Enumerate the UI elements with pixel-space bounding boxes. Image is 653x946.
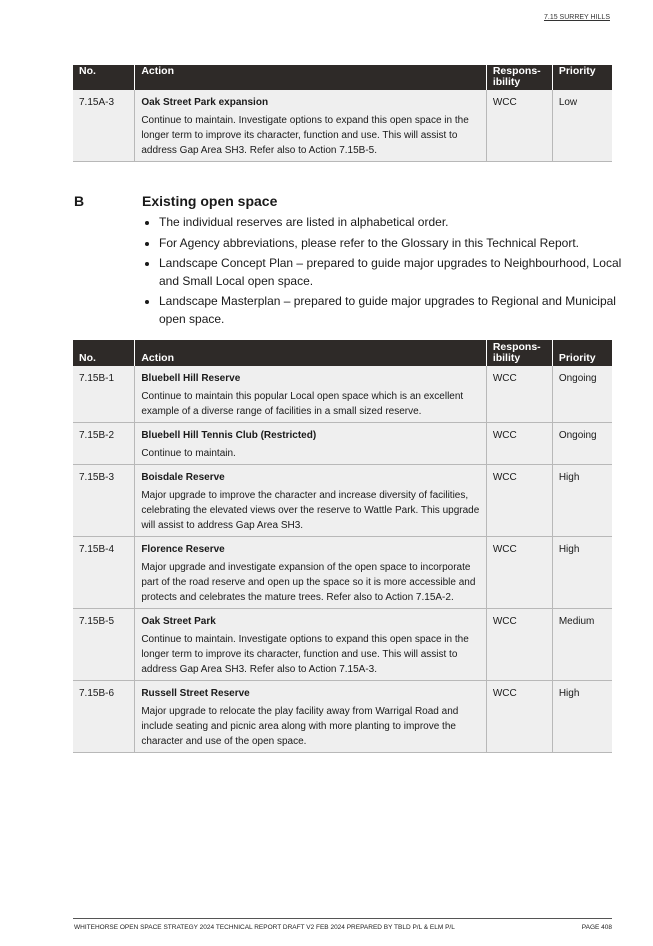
page-number: PAGE 408 <box>581 924 612 931</box>
table-row <box>73 423 612 465</box>
action-title: Russell Street Reserve <box>141 688 250 699</box>
column-header-no: No. <box>73 65 135 90</box>
column-header-priority: Priority <box>552 65 612 90</box>
table-row <box>73 465 612 537</box>
action-title: Florence Reserve <box>141 544 225 555</box>
action-number: 7.15B-6 <box>73 681 135 753</box>
section-title: Existing open space <box>142 193 278 209</box>
table-row <box>73 366 612 423</box>
table-row <box>73 609 612 681</box>
column-header-action: Action <box>135 65 486 90</box>
column-header-responsibility: Respons-ibility <box>486 340 552 366</box>
action-table-a <box>73 65 612 162</box>
footer-divider <box>73 918 612 919</box>
action-description: Continue to maintain this popular Local open space which is an excellent example of a diverse range of facilities in a small sized reserve. <box>141 391 464 417</box>
priority-cell: High <box>552 465 612 537</box>
action-title: Bluebell Hill Tennis Club (Restricted) <box>141 430 317 441</box>
action-description: Continue to maintain. Investigate options to expand this open space in the longer term to improve its character, function and use. This will assist to address Gap Area SH3. Refer also to Action 7.15A-3. <box>141 634 469 675</box>
action-cell <box>135 465 486 537</box>
action-title: Bluebell Hill Reserve <box>141 373 241 384</box>
priority-cell: Ongoing <box>552 423 612 465</box>
column-header-responsibility: Respons-ibility <box>486 65 552 90</box>
action-number: 7.15B-3 <box>73 465 135 537</box>
action-cell <box>135 366 486 423</box>
priority-cell: High <box>552 681 612 753</box>
table-row <box>73 537 612 609</box>
table-row <box>73 681 612 753</box>
column-header-action: Action <box>135 340 486 366</box>
action-cell <box>135 423 486 465</box>
column-header-priority: Priority <box>552 340 612 366</box>
notes-list <box>142 214 634 331</box>
action-title: Boisdale Reserve <box>141 472 225 483</box>
responsibility-cell: WCC <box>486 90 552 162</box>
action-description: Continue to maintain. Investigate options to expand this open space in the longer term to improve its character, function and use. This will assist to address Gap Area SH3. Refer also to Action 7.15B-5. <box>141 115 469 156</box>
action-description: Major upgrade and investigate expansion of the open space to incorporate part of the road reserve and open up the space so it is more accessible and protects and celebrates the mature trees. Refer also to Action 7.15A-2. <box>141 562 476 603</box>
section-letter: B <box>74 193 85 209</box>
action-title: Oak Street Park <box>141 616 216 627</box>
responsibility-cell: WCC <box>486 423 552 465</box>
responsibility-cell: WCC <box>486 681 552 753</box>
table-header-row <box>73 65 612 90</box>
list-item: • The individual reserves are listed in alphabetical order. <box>159 214 634 232</box>
table-header-row <box>73 340 612 366</box>
priority-cell: Ongoing <box>552 366 612 423</box>
action-number: 7.15A-3 <box>73 90 135 162</box>
action-number: 7.15B-2 <box>73 423 135 465</box>
priority-cell: Medium <box>552 609 612 681</box>
action-cell <box>135 681 486 753</box>
list-item: • For Agency abbreviations, please refer to the Glossary in this Technical Report. <box>159 235 634 253</box>
responsibility-cell: WCC <box>486 609 552 681</box>
action-title: Oak Street Park expansion <box>141 97 269 108</box>
responsibility-cell: WCC <box>486 537 552 609</box>
list-item: • Landscape Concept Plan – prepared to guide major upgrades to Neighbourhood, Local and Small Local open space. <box>159 255 634 290</box>
responsibility-cell: WCC <box>486 366 552 423</box>
priority-cell: Low <box>552 90 612 162</box>
list-item: • Landscape Masterplan – prepared to guide major upgrades to Regional and Municipal open space. <box>159 293 634 328</box>
footer-text: WHITEHORSE OPEN SPACE STRATEGY 2024 TECHNICAL REPORT DRAFT V2 FEB 2024 PREPARED BY TBLD P/L & ELM P/L <box>74 924 455 931</box>
action-number: 7.15B-1 <box>73 366 135 423</box>
action-table-b <box>73 340 612 753</box>
priority-cell: High <box>552 537 612 609</box>
action-description: Major upgrade to relocate the play facility away from Warrigal Road and include seating and picnic area along with more planting to improve the character and use of the open space. <box>141 706 459 747</box>
action-cell <box>135 90 486 162</box>
action-number: 7.15B-5 <box>73 609 135 681</box>
running-header: 7.15 SURREY HILLS <box>543 14 610 21</box>
responsibility-cell: WCC <box>486 465 552 537</box>
action-description: Continue to maintain. <box>141 448 236 459</box>
table-row <box>73 90 612 162</box>
action-description: Major upgrade to improve the character and increase diversity of facilities, celebrating the elevated views over the reserve to Wattle Park. This upgrade will assist to address Gap Area SH3. <box>141 490 480 531</box>
action-cell <box>135 609 486 681</box>
action-number: 7.15B-4 <box>73 537 135 609</box>
action-cell <box>135 537 486 609</box>
column-header-no: No. <box>73 340 135 366</box>
